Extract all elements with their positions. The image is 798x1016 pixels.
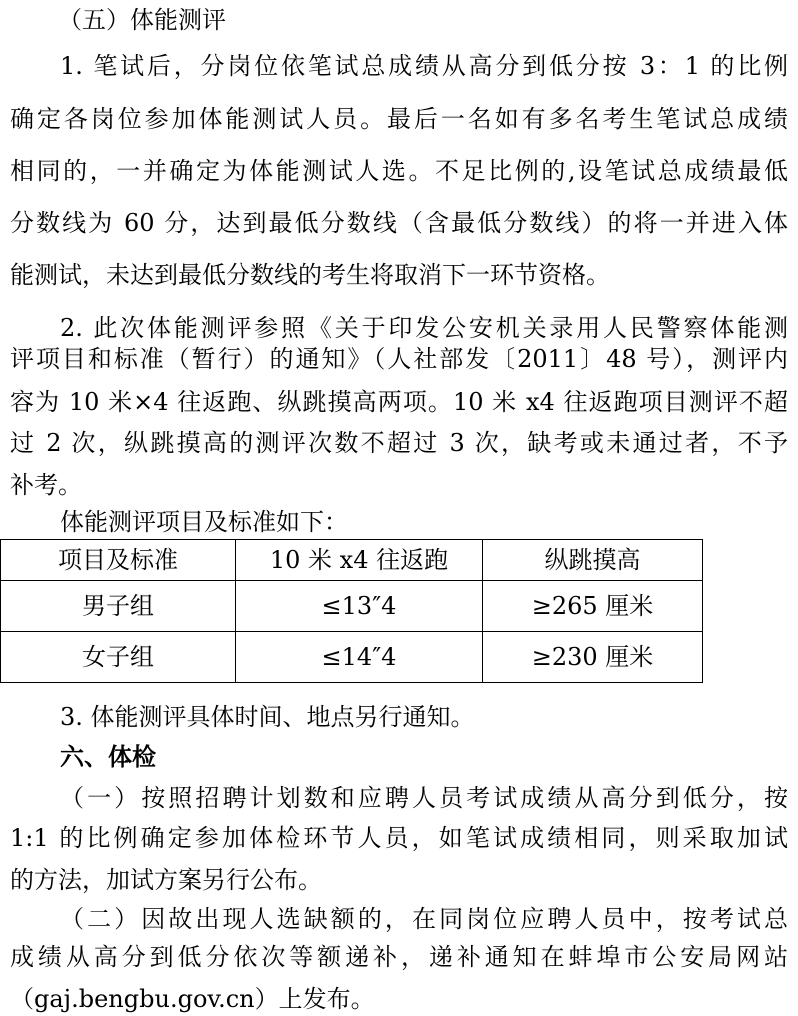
paragraph-line: 1:1 的比例确定参加体检环节人员，如笔试成绩相同，则采取加试 <box>10 824 788 852</box>
paragraph-line: 能测试，未达到最低分数线的考生将取消下一环节资格。 <box>10 261 610 289</box>
table-cell: ≤14″4 <box>236 632 483 683</box>
table-row <box>1 581 703 632</box>
table-header-row <box>1 540 703 581</box>
paragraph-line: 1. 笔试后，分岗位依笔试总成绩从高分到低分按 3：1 的比例 <box>60 52 788 80</box>
paragraph-line: 的方法，加试方案另行公布。 <box>10 866 322 894</box>
table-cell: ≤13″4 <box>236 581 483 632</box>
paragraph-line: （gaj.bengbu.gov.cn）上发布。 <box>10 985 375 1013</box>
paragraph-line: 容为 10 米×4 往返跑、纵跳摸高两项。10 米 x4 往返跑项目测评不超 <box>10 388 788 416</box>
paragraph-line: 确定各岗位参加体能测试人员。最后一名如有多名考生笔试总成绩 <box>10 105 788 133</box>
fitness-standards-table <box>0 539 703 683</box>
table-cell: 女子组 <box>1 632 236 683</box>
table-row <box>1 632 703 683</box>
table-cell: ≥230 厘米 <box>483 632 703 683</box>
section-6-title: 六、体检 <box>60 743 156 771</box>
table-header-cell: 纵跳摸高 <box>483 540 703 581</box>
table-header-cell: 项目及标准 <box>1 540 236 581</box>
table-cell: ≥265 厘米 <box>483 581 703 632</box>
paragraph-line: （一）按照招聘计划数和应聘人员考试成绩从高分到低分，按 <box>60 784 788 812</box>
paragraph-line: （二）因故出现人选缺额的，在同岗位应聘人员中，按考试总 <box>60 905 788 933</box>
paragraph-line: 评项目和标准（暂行）的通知》（人社部发〔2011〕48 号），测评内 <box>10 345 788 373</box>
paragraph-line: 过 2 次，纵跳摸高的测评次数不超过 3 次，缺考或未通过者，不予 <box>10 429 788 457</box>
paragraph-line: 补考。 <box>10 471 82 499</box>
paragraph-line: 相同的，一并确定为体能测试人选。不足比例的,设笔试总成绩最低 <box>10 157 788 185</box>
paragraph-line: 2. 此次体能测评参照《关于印发公安机关录用人民警察体能测 <box>60 314 788 342</box>
table-header-cell: 10 米 x4 往返跑 <box>236 540 483 581</box>
section-5-title: （五）体能测评 <box>58 6 226 34</box>
table-cell: 男子组 <box>1 581 236 632</box>
paragraph-line: 成绩从高分到低分依次等额递补，递补通知在蚌埠市公安局网站 <box>10 943 788 971</box>
paragraph-3: 3. 体能测评具体时间、地点另行通知。 <box>60 703 475 731</box>
paragraph-line: 分数线为 60 分，达到最低分数线（含最低分数线）的将一并进入体 <box>10 209 788 237</box>
table-intro: 体能测评项目及标准如下： <box>60 508 348 536</box>
